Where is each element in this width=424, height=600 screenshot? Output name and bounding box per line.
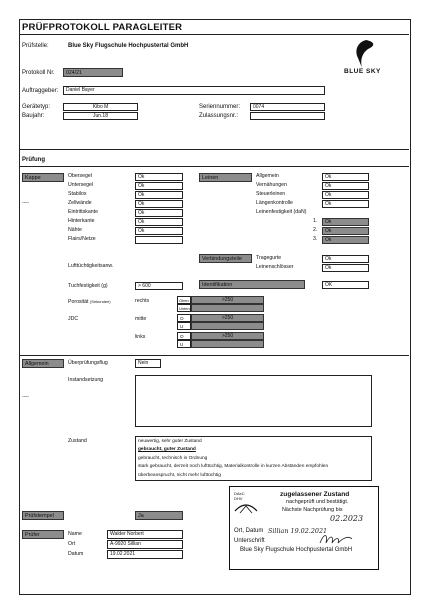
mitte-u-label: U (177, 322, 191, 330)
kappe-zellwaende-label: Zellwände (68, 200, 92, 206)
kappe-flairs-value[interactable] (135, 236, 183, 244)
allgemein-label: Allgemein (22, 359, 64, 368)
protokoll-value[interactable]: 024/21 (63, 68, 123, 77)
tuchfestigkeit-value[interactable]: > 600 (135, 282, 183, 290)
pruefstelle-label: Prüfstelle: (22, 43, 49, 49)
identifikation-value[interactable]: OK (322, 281, 369, 289)
mitte-o-label: O (177, 314, 191, 322)
pruefer-datum-value[interactable]: 19.02.2021 (107, 550, 183, 559)
festigkeit-1-value[interactable]: Ok (322, 218, 369, 226)
pruefer-label: Prüfer (22, 530, 64, 539)
dhv-logo (234, 491, 258, 513)
leinen-label: Leinen (199, 173, 252, 182)
porositaet-label (68, 298, 111, 306)
mitte-value-u[interactable] (191, 322, 264, 330)
zustand-option-2-selected[interactable]: gebraucht, guter Zustand (138, 447, 196, 453)
leinenschloesser-value[interactable]: Ok (322, 264, 369, 272)
signature-icon (318, 531, 354, 547)
tuchfestigkeit-label: Tuchfestigkeit (g) (68, 283, 108, 289)
kappe-eintrittskante-value[interactable]: Ok (135, 209, 183, 217)
kappe-dash: ---- (22, 200, 29, 206)
jdc-label: JDC (68, 316, 79, 322)
seriennummer-field[interactable]: 0074 (250, 103, 325, 111)
geraetetyp-field[interactable]: Kibo M (63, 103, 138, 111)
kappe-naehte-label: Nähte (68, 227, 82, 233)
zustand-option-3[interactable]: gebraucht, technisch in Ordnung (138, 455, 208, 461)
festigkeit-3-num: 3. (313, 236, 318, 242)
stamp-line1: zugelassener Zustand (280, 491, 350, 498)
allgemein-dash: ---- (22, 394, 29, 400)
instandsetzung-label: Instandsetzung (68, 377, 104, 383)
zulassung-field[interactable] (250, 112, 325, 120)
kappe-obersegel-label: Obersegel (68, 173, 92, 179)
lufttuechtigkeit-label: Lufttüchtigkeitsanw. (68, 263, 114, 269)
protokoll-label: Protokoll Nr. (22, 70, 55, 76)
leinen-steuerleinen-value[interactable]: Ok (322, 191, 369, 199)
zustand-option-5[interactable]: überbeansprucht, nicht mehr lufttüchtig (138, 472, 221, 478)
kappe-hinterkante-value[interactable]: Ok (135, 218, 183, 226)
rechts-value[interactable]: >250 (191, 296, 264, 304)
stamp-ort-value: Sillian 19.02.2021 (268, 527, 328, 535)
leinen-allgemein-value[interactable]: Ok (322, 173, 369, 181)
porositaet-pos-rechts: rechts (135, 298, 150, 304)
leinenschloesser-label: Leinenschlösser (256, 264, 294, 270)
leinen-laengenkontrolle-value[interactable]: Ok (322, 200, 369, 208)
auftraggeber-label: Auftraggeber: (22, 88, 59, 94)
pruefer-ort-value[interactable]: A-9920 Sillian (107, 540, 183, 549)
identifikation-label: Identifikation (199, 280, 305, 289)
kappe-stabilos-label: Stabilos (68, 191, 87, 197)
header-divider (19, 149, 409, 150)
festigkeit-2-value[interactable]: Ok (322, 227, 369, 235)
porositaet-pos-links: links (135, 334, 146, 340)
kappe-zellwaende-value[interactable]: Ok (135, 200, 183, 208)
stamp-line2: nachgeprüft und bestätigt. (286, 499, 349, 505)
logo-text: BLUE SKY (344, 68, 381, 75)
auftraggeber-field[interactable]: Daniel Bayer (63, 86, 325, 95)
stamp-unterschrift-label: Unterschrift (234, 538, 265, 544)
kappe-hinterkante-label: Hinterkante (68, 218, 95, 224)
porositaet-pos-mitte: mitte (135, 316, 147, 322)
baujahr-field[interactable]: Jun.18 (63, 112, 138, 120)
kappe-untersegel-value[interactable]: Ok (135, 182, 183, 190)
kappe-flairs-label: Flairs/Netze (68, 236, 96, 242)
logo-swoosh-icon (340, 38, 392, 70)
porositaet-unit: (Sekunden) (89, 299, 111, 304)
festigkeit-2-num: 2. (313, 227, 318, 233)
festigkeit-3-value[interactable]: Ok (322, 236, 369, 244)
pruefstelle-value: Blue Sky Flugschule Hochpustertal GmbH (68, 43, 189, 49)
instandsetzung-field[interactable] (135, 375, 372, 427)
rechts-value-u[interactable] (191, 304, 264, 312)
stamp-ort-label: Ort, Datum (234, 528, 264, 534)
pruefstempel-label: Prüfstempel (22, 511, 64, 520)
baujahr-label: Baujahr: (22, 113, 45, 119)
kappe-label: Kappe (22, 173, 64, 182)
zustand-box (135, 436, 372, 481)
title-divider (19, 34, 409, 35)
seriennummer-label: Seriennummer: (199, 104, 241, 110)
pruefer-datum-label: Datum (68, 551, 84, 557)
ueberpruefungsflug-label: Überprüfungsflug (68, 360, 108, 366)
zustand-label: Zustand (68, 438, 87, 444)
rechts-o-label: Oben (177, 296, 191, 304)
leinen-steuerleinen-label: Steuerleinen (256, 191, 286, 197)
kappe-naehte-value[interactable]: Ok (135, 227, 183, 235)
kappe-untersegel-label: Untersegel (68, 182, 94, 188)
leinen-allgemein-label: Allgemein (256, 173, 279, 179)
leinen-vernaehungen-value[interactable]: Ok (322, 182, 369, 190)
kappe-stabilos-value[interactable]: Ok (135, 191, 183, 199)
links-u-label: U (177, 340, 191, 348)
tragegurte-value[interactable]: Ok (322, 255, 369, 263)
leinen-vernaehungen-label: Vernähungen (256, 182, 287, 188)
zulassung-label: Zulassungsnr.: (199, 113, 239, 119)
stamp-footer: Blue Sky Flugschule Hochpustertal GmbH (240, 547, 353, 553)
blue-sky-logo (340, 38, 392, 78)
dhv-text: DAeC DHV (234, 491, 245, 501)
pruefstempel-stamp (229, 486, 379, 570)
porositaet-title: Porosität (68, 299, 89, 305)
zustand-option-1[interactable]: neuwertig, sehr guter Zustand (138, 439, 202, 444)
festigkeit-1-num: 1. (313, 218, 318, 224)
kappe-eintrittskante-label: Eintrittskante (68, 209, 98, 215)
tragegurte-label: Tragegurte (256, 255, 282, 261)
stamp-next-date: 02.2023 (330, 514, 364, 523)
kappe-obersegel-value[interactable]: Ok (135, 173, 183, 181)
pruefer-name-label: Name (68, 531, 82, 537)
mitte-value[interactable]: >250 (191, 314, 264, 322)
pruefer-ort-label: Ort (68, 541, 76, 547)
rechts-u-label: Unten (179, 306, 190, 311)
leinenfestigkeit-label: Leinenfestigkeit (daN) (256, 209, 307, 215)
ueberpruefungsflug-value[interactable]: Nein (135, 359, 161, 368)
document-title: PRÜFPROTOKOLL PARAGLEITER (22, 22, 183, 33)
pruefung-title: Prüfung (22, 157, 45, 163)
glider-icon (234, 501, 258, 515)
leinen-laengenkontrolle-label: Längenkontrolle (256, 200, 293, 206)
links-value-u[interactable] (191, 340, 264, 348)
stamp-line3: Nächste Nachprüfung bis (282, 507, 343, 513)
pruefer-name-value[interactable]: Walder Norbert (107, 530, 183, 539)
verbindungsteile-label: Verbindungsteile (199, 254, 252, 263)
pruefstempel-value[interactable]: Ja (135, 511, 183, 520)
pruefung-divider (19, 166, 409, 167)
allgemein-divider (19, 355, 409, 356)
zustand-option-4[interactable]: stark gebraucht, derzeit noch lufttüchtig, Materialkontrolle in kurzen Abständen empfohlen (138, 464, 329, 470)
links-o-label: O (177, 332, 191, 340)
geraetetyp-label: Gerätetyp: (22, 104, 51, 110)
links-value[interactable]: >250 (191, 332, 264, 340)
